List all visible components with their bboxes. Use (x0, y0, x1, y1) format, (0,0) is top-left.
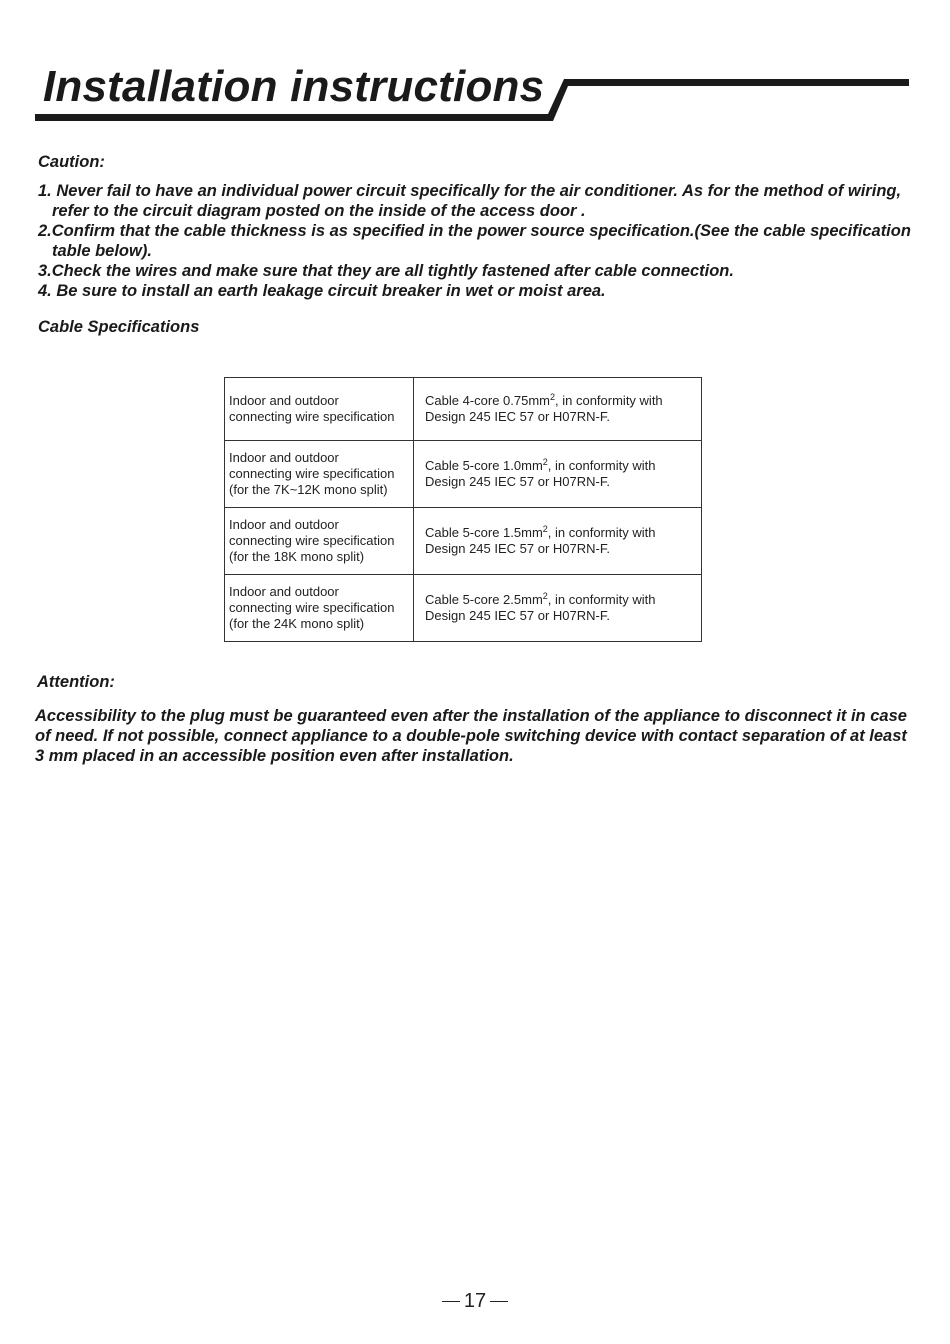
table-row (225, 378, 702, 441)
caution-label: Caution: (38, 153, 105, 171)
cable-spec-line (425, 525, 693, 541)
table-row (225, 508, 702, 575)
cable-spec-text: , in conformity with (547, 525, 656, 540)
superscript: 2 (542, 457, 548, 467)
page-footer (0, 1290, 950, 1313)
cable-spec-line (425, 393, 693, 409)
page-number: 17 (463, 1290, 487, 1312)
wire-item-text: connecting wire specification (229, 533, 395, 548)
cable-spec-text: , in conformity with (547, 592, 656, 607)
wire-item-cell (225, 508, 414, 575)
wire-item-text: Indoor and outdoor (229, 517, 339, 532)
cable-spec-text: Cable 5-core 1.0mm (425, 458, 543, 473)
cable-spec-table (224, 377, 702, 642)
wire-item-text: Indoor and outdoor (229, 393, 339, 408)
attention-label: Attention: (37, 673, 115, 691)
caution-item: 2.Confirm that the cable thickness is as specified in the power source specification.(See the cable specification table below). (38, 222, 911, 260)
wire-item-text: Indoor and outdoor (229, 584, 339, 599)
footer-dash (442, 1301, 460, 1302)
cable-spec-text: Design 245 IEC 57 or H07RN-F. (425, 541, 610, 556)
cable-spec-text: Design 245 IEC 57 or H07RN-F. (425, 608, 610, 623)
wire-item-text: connecting wire specification (229, 600, 395, 615)
caution-item: 1. Never fail to have an individual power circuit specifically for the air conditioner. As for the method of wiring, refer to the circuit diagram posted on the inside of the access door . (38, 182, 902, 220)
cable-spec-cell (414, 378, 702, 441)
cable-spec-line (425, 458, 693, 474)
cable-spec-text: Design 245 IEC 57 or H07RN-F. (425, 474, 610, 489)
cable-spec-cell (414, 441, 702, 508)
cable-spec-text: Cable 5-core 2.5mm (425, 592, 543, 607)
caution-item: 4. Be sure to install an earth leakage circuit breaker in wet or moist area. (38, 282, 606, 300)
wire-item-cell (225, 441, 414, 508)
cable-spec-text: Design 245 IEC 57 or H07RN-F. (425, 409, 610, 424)
cable-spec-text: Cable 4-core 0.75mm (425, 393, 550, 408)
cable-spec-text: , in conformity with (555, 393, 663, 408)
superscript: 2 (542, 524, 548, 534)
table-row (225, 575, 702, 642)
footer-dash (490, 1301, 508, 1302)
superscript: 2 (542, 591, 548, 601)
cable-spec-cell (414, 575, 702, 642)
wire-item-text: (for the 18K mono split) (229, 549, 365, 564)
wire-item-text: connecting wire specification (229, 409, 395, 424)
cable-spec-cell (414, 508, 702, 575)
caution-item: 3.Check the wires and make sure that they are all tightly fastened after cable connection. (38, 262, 734, 280)
wire-item-text: (for the 7K~12K mono split) (229, 482, 388, 497)
wire-item-text: Indoor and outdoor (229, 450, 339, 465)
wire-item-text: connecting wire specification (229, 466, 395, 481)
cable-spec-text: Cable 5-core 1.5mm (425, 525, 543, 540)
caution-list (38, 181, 918, 301)
wire-item-cell (225, 575, 414, 642)
superscript: 2 (550, 392, 556, 402)
wire-item-cell (225, 378, 414, 441)
attention-text: Accessibility to the plug must be guaranteed even after the installation of the appliance to disconnect it in case of need. If not possible, connect appliance to a double-pole switching device with contact separation of at least 3 mm placed in an accessible position even after installation. (35, 707, 907, 765)
table-row (225, 441, 702, 508)
wire-item-text: (for the 24K mono split) (229, 616, 365, 631)
page-title: Installation instructions (43, 62, 545, 111)
cable-spec-line (425, 592, 693, 608)
cable-spec-text: , in conformity with (547, 458, 656, 473)
cable-specifications-label: Cable Specifications (38, 318, 200, 336)
